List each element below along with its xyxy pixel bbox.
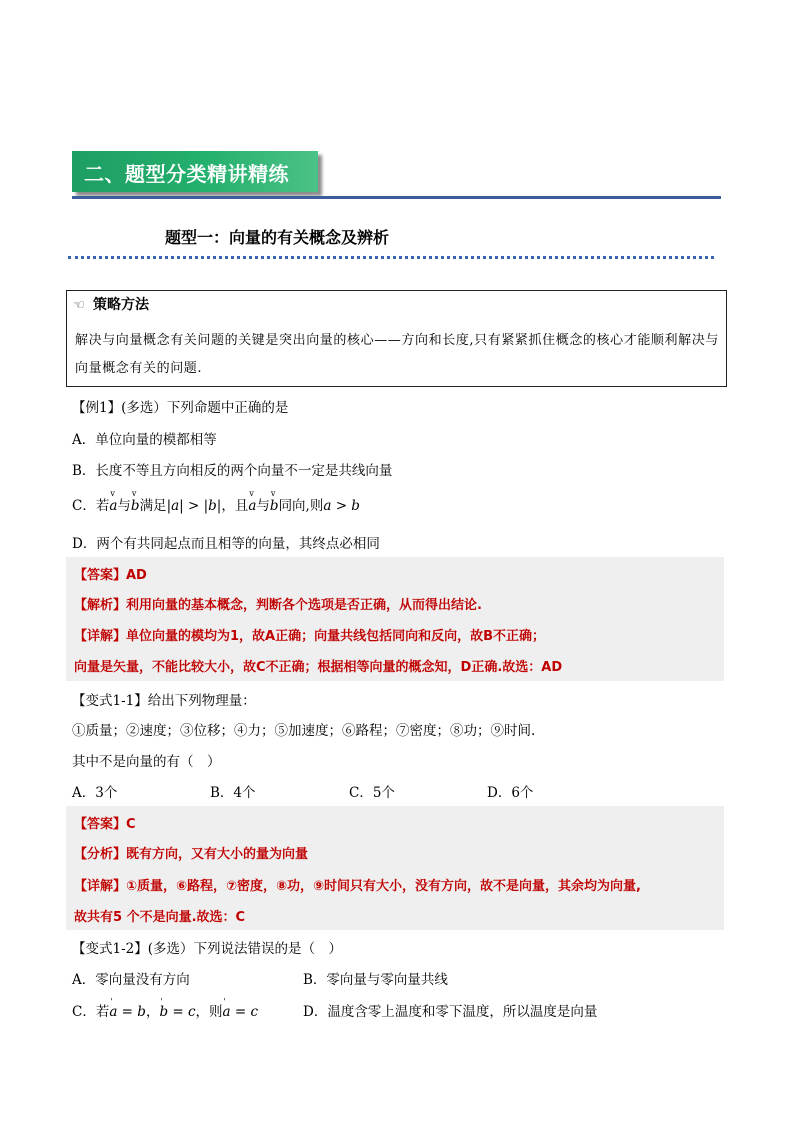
example1-analysis: 【解析】利用向量的基本概念，判断各个选项是否正确，从而得出结论. xyxy=(74,598,482,613)
variant11-option-c: C．5个 xyxy=(349,785,395,801)
variant12-question: 【变式1-2】(多选）下列说法错误的是（ ） xyxy=(72,941,343,957)
variant12-option-b: B．零向量与零向量共线 xyxy=(303,972,448,988)
example1-option-a: A．单位向量的模都相等 xyxy=(72,432,217,448)
variant12-option-d: D．温度含零上温度和零下温度，所以温度是向量 xyxy=(303,1004,598,1020)
strategy-heading: ☜ 策略方法 xyxy=(73,297,149,313)
variant11-option-a: A．3个 xyxy=(72,785,118,801)
topic-subtitle: 题型一：向量的有关概念及辨析 xyxy=(165,228,390,247)
variant11-option-d: D．6个 xyxy=(487,785,534,801)
example1-detail-line2: 向量是矢量，不能比较大小，故C不正确；根据相等向量的概念知，D正确.故选：AD xyxy=(74,660,563,675)
example1-detail-line1: 【详解】单位向量的模均为1，故A正确；向量共线包括同向和反向，故B不正确； xyxy=(74,629,546,644)
variant12-option-a: A．零向量没有方向 xyxy=(72,972,190,988)
example1-option-b: B．长度不等且方向相反的两个向量不一定是共线向量 xyxy=(72,463,393,479)
variant11-items: ①质量；②速度；③位移；④力；⑤加速度；⑥路程；⑦密度；⑧功；⑨时间. xyxy=(72,723,536,739)
example1-question: 【例1】(多选）下列命题中正确的是 xyxy=(72,400,289,416)
strategy-text: 解决与向量概念有关问题的关键是突出向量的核心——方向和长度,只有紧紧抓住概念的核心才能顺利解决与向量概念有关的问题. xyxy=(75,333,719,376)
section-banner xyxy=(72,151,318,192)
example1-option-d: D．两个有共同起点而且相等的向量，其终点必相同 xyxy=(72,536,380,552)
dotted-divider xyxy=(68,256,714,259)
variant11-option-b: B．4个 xyxy=(210,785,256,801)
variant11-detail-line2: 故共有5 个不是向量.故选：C xyxy=(74,910,246,925)
variant11-detail-line1: 【详解】①质量，⑥路程，⑦密度，⑧功，⑨时间只有大小，没有方向，故不是向量，其余均为向量, xyxy=(74,879,641,894)
example1-answer: 【答案】AD xyxy=(74,568,147,583)
example1-option-c: C．若v a与v b满足|a| > |b|，且v a与v b同向,则a > b xyxy=(72,494,360,514)
variant11-question: 【变式1-1】给出下列物理量： xyxy=(72,693,256,709)
variant11-analysis: 【分析】既有方向，又有大小的量为向量 xyxy=(74,847,309,862)
pointing-hand-icon: ☜ xyxy=(73,298,85,313)
banner-underline xyxy=(72,196,721,199)
variant12-option-c: C．若' a = b，' b = c，则' a = c xyxy=(72,1000,258,1020)
section-title: 二、题型分类精讲精练 xyxy=(84,162,289,186)
strategy-box xyxy=(66,290,727,387)
variant11-answer: 【答案】C xyxy=(74,817,136,832)
variant11-prompt: 其中不是向量的有（ ） xyxy=(72,754,221,770)
